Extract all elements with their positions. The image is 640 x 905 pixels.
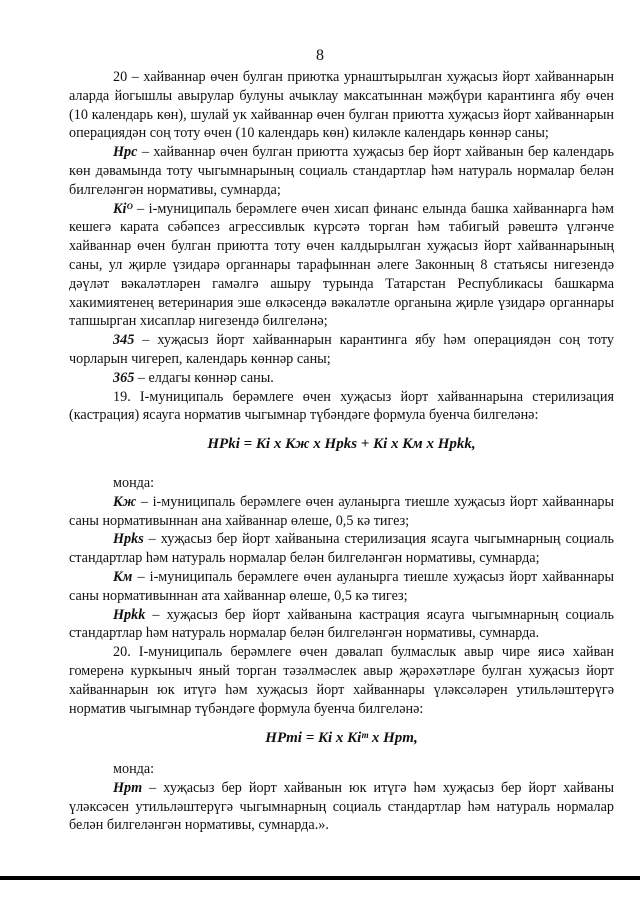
symbol: Kiᴼ — [113, 200, 133, 217]
definition-text: – хуҗасыз йорт хайваннарын карантинга ябу һәм операциядән соң тоту чорларын чигереп, календарь көннәр саны; — [69, 332, 614, 367]
definition-kzh — [69, 493, 614, 531]
paragraph-20: 20. I-муниципаль берәмлеге өчен дәвалап булмаслык авыр чире яисә хайван гомеренә куркыныч яный торган тәзәлмәслек авыр җәрәхәтләре булган хуҗасыз йорт хайваннарын юк итүгә һәм хуҗасыз йорт хайваннары үләксәләрен утильләштерүгә норматив чыгымнар түбәндәге формула буенча билгеләнә: — [69, 644, 614, 717]
definition-text: – хуҗасыз бер йорт хайванына стерилизация ясауга чыгымнарның социаль стандартлар һәм натураль нормалар белән билгеләнгән нормативы, сумнарда; — [69, 531, 614, 567]
monda-label: монда: — [113, 474, 155, 491]
definition-365 — [69, 369, 614, 388]
definition-345 — [69, 331, 614, 369]
definition-text: – i-муниципаль берәмлеге өчен хисап финанс елында башка хайваннарга һәм кешегә карата сәбәпсез агрессивлык күрсәтә торган һәм табигый рәвештә үлгәнче хайваннар өчен булган приютта тоту өчен калдырылган хуҗасыз йорт хайваннарының саны, ул җирле үзидарә органнары тарафыннан әлеге Законның 8 статьясы нигезендә дәүләт вәкаләтләрен гамәлгә ашыру турында Татарстан Республикасы башкарма хакимиятенең ветеринария эше өлкәсендә вәкаләтле органына җирле үзидарә органнары тапшырган хисаплар нигезендә билгеләнә; — [69, 200, 614, 330]
definition-text: – хуҗасыз бер йорт хайванына кастрация ясауга чыгымнарның социаль стандартлар һәм натураль нормалар белән билгеләнгән нормативы, сумнарда. — [69, 606, 614, 642]
document-body — [69, 68, 614, 835]
symbol: Нрkk — [113, 606, 146, 623]
definition-nrs — [69, 143, 614, 199]
symbol: Нрks — [113, 531, 144, 548]
symbol: Км — [113, 568, 133, 585]
formula-sterilization: НРki = Ki x Кж x Нрks + Ki x Км x Нрkk, — [207, 436, 476, 453]
symbol: Кж — [113, 493, 137, 510]
definition-kio — [69, 200, 614, 332]
symbol: 345 — [113, 332, 135, 349]
paragraph: 20 – хайваннар өчен булган приютка урнаштырылган хуҗасыз йорт хайваннарын аларда йогышлы авырулар булуны ачыклау максатыннан мәҗбүри карантинга ябу өчен (10 календарь көн), шулай ук хайваннар өчен булган приютта хуҗасыз йорт хайваннарын операциядән соң тоту өчен (10 календарь көн) киләкле календарь көннәр саны; — [69, 69, 614, 142]
symbol: 365 — [113, 369, 135, 386]
definition-text: – хуҗасыз бер йорт хайванын юк итүгә һәм хуҗасыз бер йорт хайваны үләксәсен утильләштерүгә чыгымнарның социаль стандартлар һәм натураль нормалар белән билгеләнгән нормативы, сумнарда.». — [69, 779, 614, 834]
definition-text: – елдагы көннәр саны. — [134, 369, 274, 386]
definition-text: – i-муниципаль берәмлеге өчен ауланырга тиешле хуҗасыз йорт хайваннары саны нормативыннан ана хайваннар өлеше, 0,5 кә тигез; — [69, 493, 614, 529]
symbol: Нрс — [113, 144, 138, 161]
definition-nrks — [69, 530, 614, 568]
definition-text: – i-муниципаль берәмлеге өчен ауланырга тиешле хуҗасыз йорт хайваннары саны нормативыннан ата хайваннар өлеше, 0,5 кә тигез; — [69, 568, 614, 604]
definition-km — [69, 568, 614, 606]
formula-destruction: НРmi = Ki x Kiᵐ x Нрm, — [265, 730, 418, 747]
definition-text: – хайваннар өчен булган приютта хуҗасыз бер йорт хайванын бер календарь көн дәвамында тоту чыгымнарының социаль стандартлар һәм натураль нормалар белән билгеләнгән нормативы, сумнарда; — [69, 144, 614, 198]
page-number: 8 — [316, 47, 324, 64]
definition-nrkk — [69, 606, 614, 644]
symbol: Нрm — [113, 779, 143, 796]
paragraph-19: 19. I-муниципаль берәмлеге өчен хуҗасыз йорт хайваннарына стерилизация (кастрация) ясауга норматив чыгымнар түбәндәге формула буенча билгеләнә: — [69, 388, 614, 424]
bottom-scan-border — [0, 876, 640, 880]
monda-label: монда: — [113, 761, 155, 778]
definition-nrm — [69, 779, 614, 835]
